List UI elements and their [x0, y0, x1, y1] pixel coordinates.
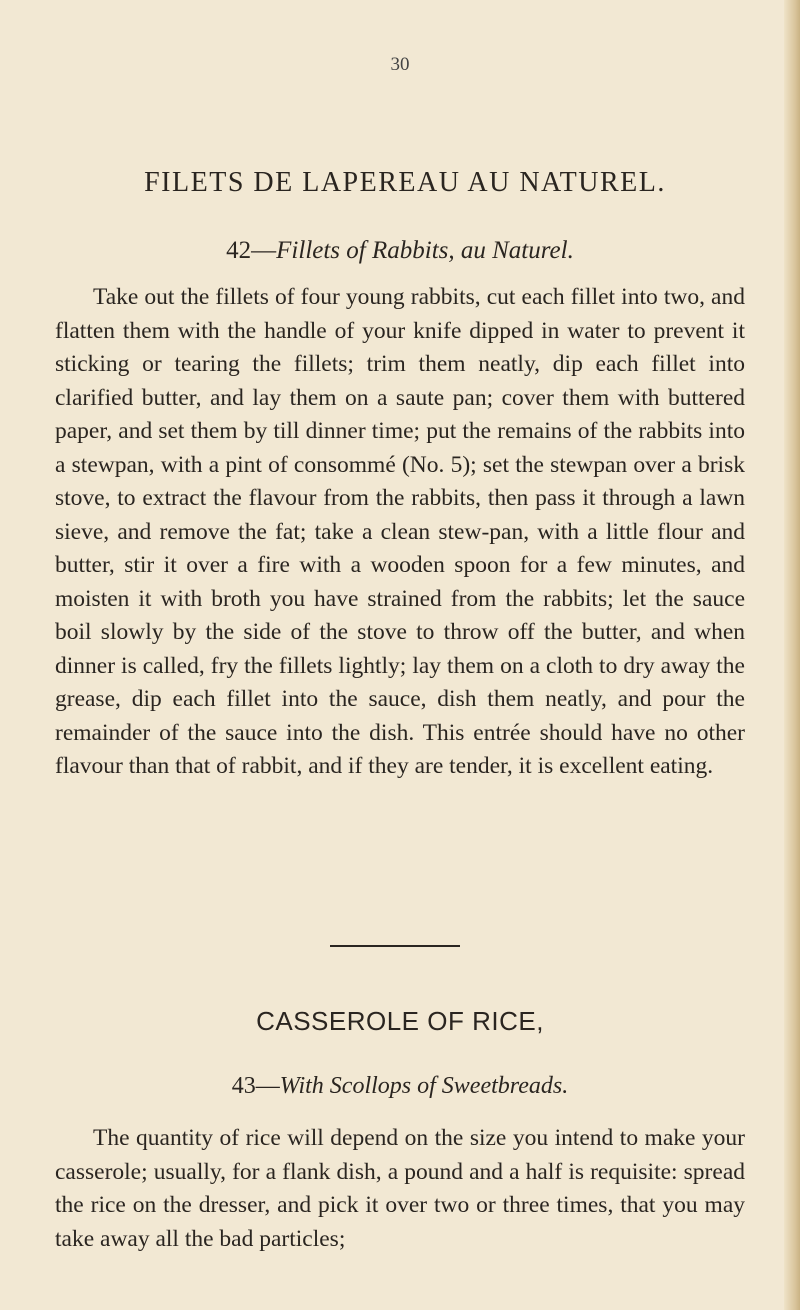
recipe-body-text: Take out the fillets of four young rabbits, cut each fillet into two, and flatten them with the handle of your knife dipped in water to prevent it sticking or tearing the fillets; trim them neatly, dip each fillet into clarified butter, and lay them on a saute pan; cover them with buttered paper, and set them by till dinner time; put the remains of the rabbits into a stewpan, with a pint of consommé (No. 5); set the stewpan over a brisk stove, to extract the flavour from the rabbits, then pass it through a lawn sieve, and remove the fat; take a clean stew-pan, with a little flour and butter, stir it over a fire with a wooden spoon for a few minutes, and moisten it with broth you have strained from the rabbits; let the sauce boil slowly by the side of the stove to throw off the butter, and when dinner is called, fry the fillets lightly; lay them on a cloth to dry away the grease, dip each fillet into the sauce, dish them neatly, and pour the remainder of the sauce into the dish. This entrée should have no other flavour than that of rabbit, and if they are tender, it is excellent eating.	[55, 284, 745, 779]
section-divider	[330, 945, 460, 947]
recipe-number: 42—	[226, 237, 277, 264]
recipe-43-subtitle	[0, 1073, 800, 1100]
recipe-43-title: CASSEROLE OF RICE,	[256, 1006, 544, 1036]
recipe-42-subtitle	[0, 237, 800, 265]
recipe-number: 43—	[231, 1073, 280, 1099]
recipe-subtitle-text: With Scollops of Sweetbreads.	[279, 1073, 569, 1099]
recipe-43-body	[55, 1122, 745, 1256]
recipe-42-body	[55, 281, 745, 784]
page-edge	[784, 0, 800, 1310]
recipe-subtitle-text: Fillets of Rabbits, au Naturel.	[276, 237, 574, 264]
recipe-body-text: The quantity of rice will depend on the size you intend to make your casserole; usually, for a flank dish, a pound and a half is requisite: spread the rice on the dresser, and pick it over two or three times, that you may take away all the bad particles;	[55, 1125, 745, 1252]
recipe-42-title: FILETS DE LAPEREAU AU NATUREL.	[144, 167, 666, 198]
page-number: 30	[390, 54, 410, 75]
